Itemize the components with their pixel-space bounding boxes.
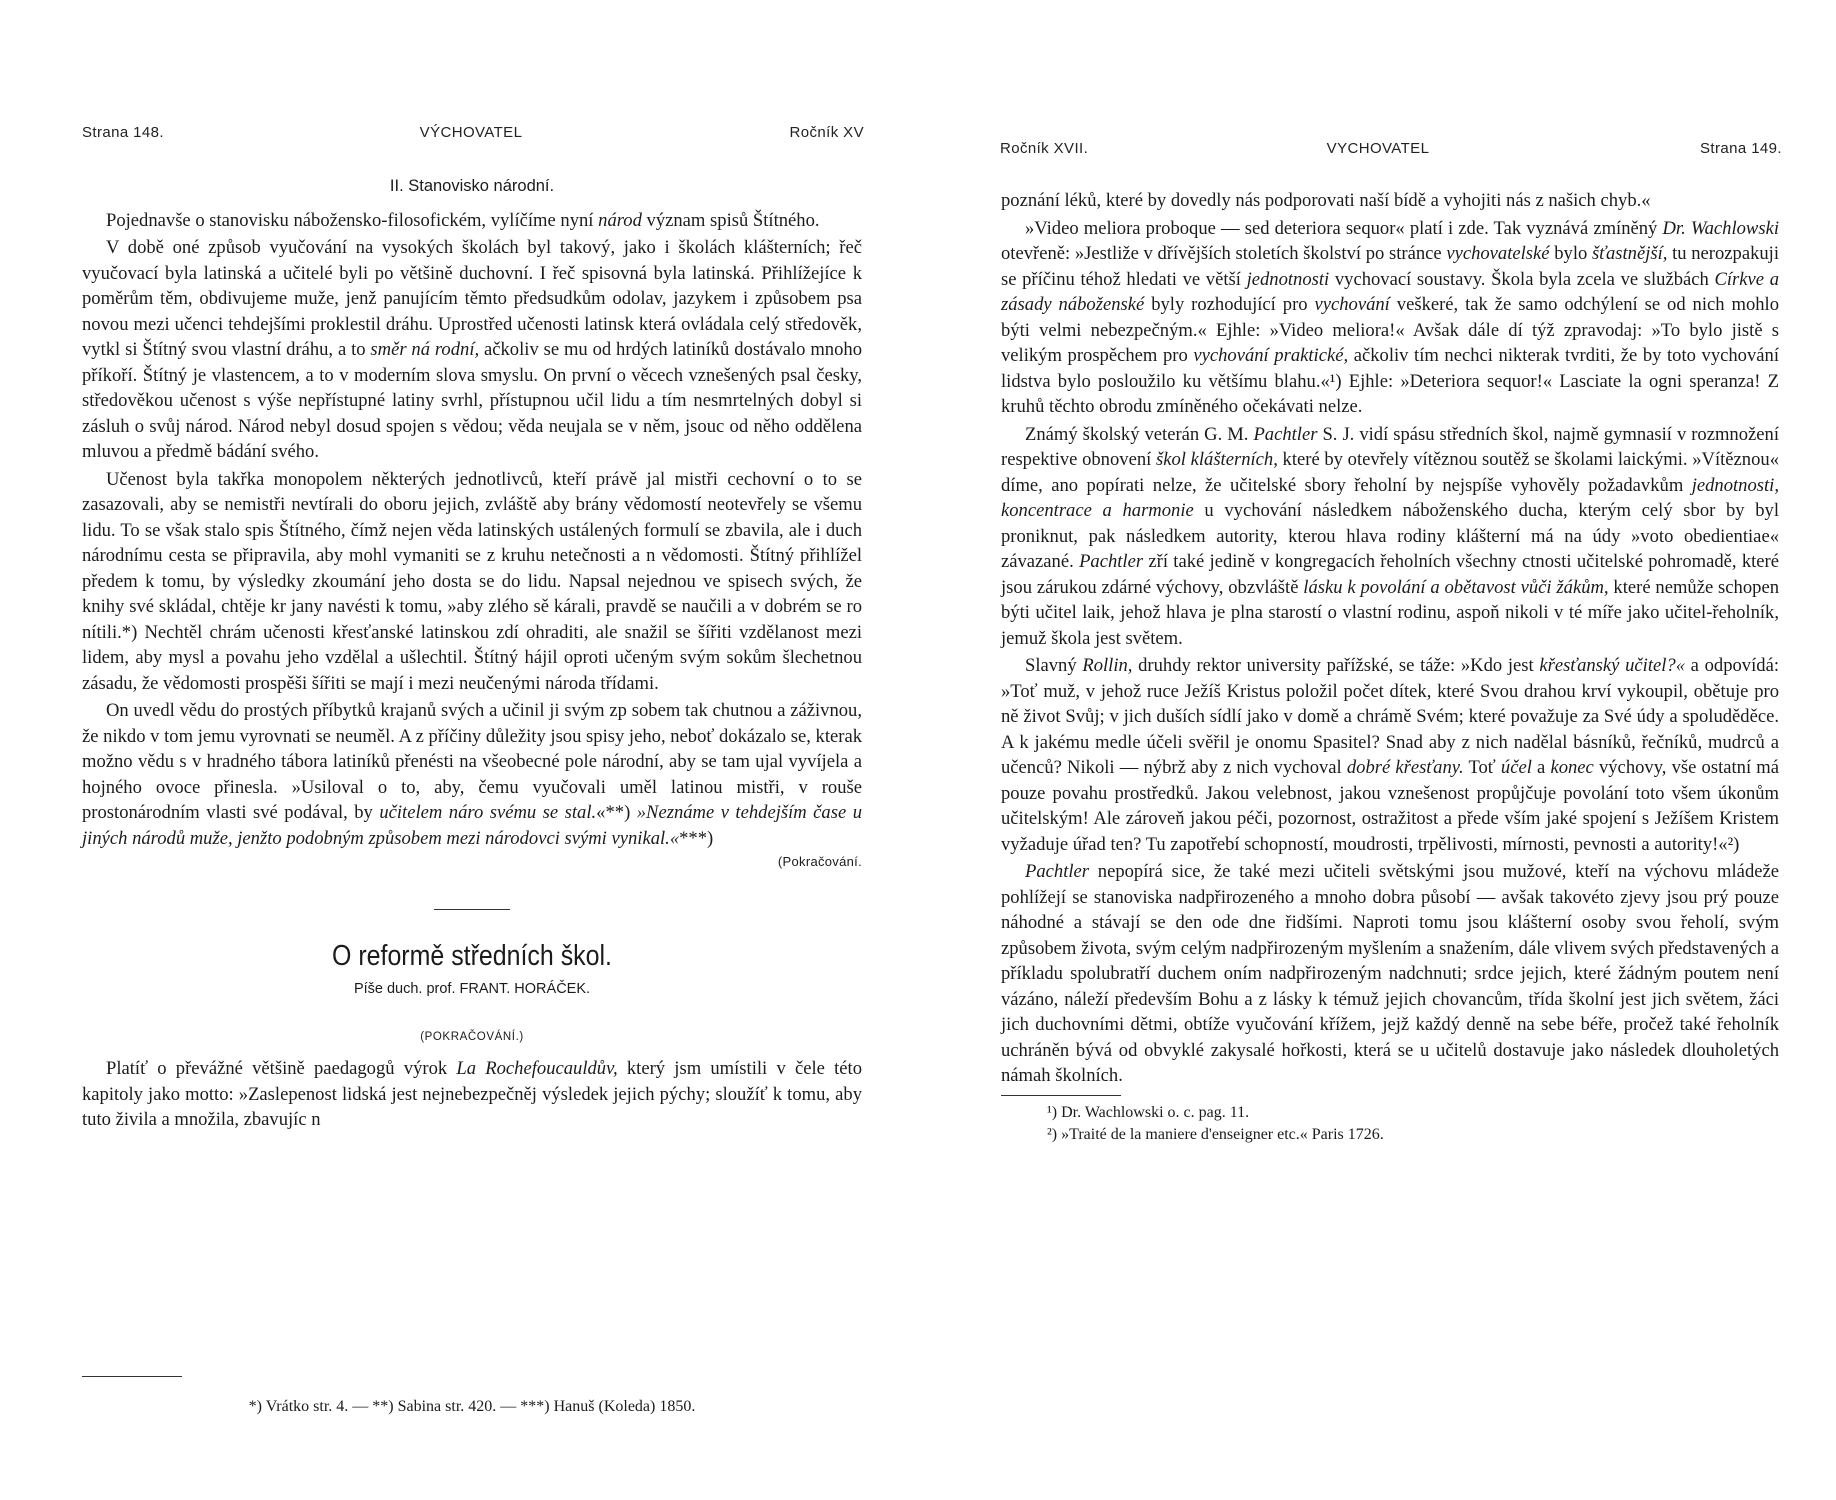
paragraph: V době oné způsob vyučování na vysokých školách byl takový, jako i školách klášterních; řeč vyučovací byla latinská a učitelé byli po většině duchovní. I řeč spisovná byla latinská. Přihlížejíce k poměrům těm, obdivujeme muže, jenž panujícím těmto předsudkům odolav, jazykem i způsobem psa novou mezi učenci tehdejšími proklestil dráhu. Uprostřed učenosti latinsk která ovládala celý středověk, vytkl si Štítný svou vlastní dráhu, a to směr ná rodní, ačkoliv se mu od hrdých latiníků dostávalo mnoho příkoří. Štítný je vlastencem, a to v moderním slova smyslu. On první o věcech vznešených psal česky, středověkou učenost s výše nepřístupné latiny svrhl, přístupnou učil lidu a tím nesmrtelných dobyl si zásluh o svůj národ. Národ nebyl dosud spojen s vědou; věda neujala se v něm, jsouc od něho oddělena mluvou a předmě bádání svého. xyxy=(82,237,862,462)
italic-phrase: dobré křesťany. xyxy=(1346,757,1464,778)
article-separator xyxy=(434,909,510,910)
footnote: ¹) Dr. Wachlowski o. c. pag. 11. xyxy=(1047,1103,1250,1121)
right-column xyxy=(1001,188,1779,1146)
left-page xyxy=(0,0,880,1500)
italic-phrase: účel xyxy=(1500,757,1532,778)
continuation-label: (POKRAČOVÁNÍ.) xyxy=(420,1030,524,1043)
italic-phrase: lásku k povolání a obětavost vůči žákům, xyxy=(1303,576,1609,598)
right-page xyxy=(960,0,1836,1500)
italic-phrase: škol klášterních, xyxy=(1155,449,1278,470)
left-volume: Ročník XV xyxy=(789,124,864,141)
italic-phrase: vychovatelské xyxy=(1446,243,1550,264)
italic-phrase: křesťanský učitel?« xyxy=(1539,655,1685,676)
italic-phrase: šťastnější, xyxy=(1591,243,1668,264)
paragraph: On uvedl vědu do prostých příbytků krajanů svých a učinil ji svým zp sobem tak chutnou a záživnou, že nikdo v tom jemu vyrovnati se neuměl. A z příčiny důležity jsou spisy jeho, neboť dokázalo se, kterak možno vědu s v hradného tábora latiníků přenésti na všeobecné pole národní, aby se tam ujal vyvíjela a hojného ovoce přinesla. »Usiloval o to, aby, čemu vyučovali uměl latinou mistři, v rouše prostonárodním vlasti své podával, by učitelem náro svému se stal.«**) »Neznáme v tehdejším čase u jiných národů muže, jenžto podobným způsobem mezi národovci svými vynikal.«***) xyxy=(82,700,862,849)
italic-phrase: Rollin, xyxy=(1082,655,1133,676)
left-column xyxy=(82,174,862,1135)
paragraph: poznání léků, které by dovedly nás podporovati naší bídě a vyhojiti nás z našich chyb.« xyxy=(1001,190,1651,211)
italic-phrase: La Rochefoucauldův, xyxy=(456,1058,618,1079)
paragraph: Slavný Rollin, druhdy rektor university pařížské, se táže: »Kdo jest křesťanský učitel?« a odpovídá: »Toť muž, v jehož ruce Ježíš Kristus položil počet dítek, které Svou drahou krví vykoupil, obětuje pro ně život Svůj; v jich duších sídlí jako v domě a chrámě Svém; které považuje za Své údy a spoluděděce. A k jakému medle účeli svěřil je onomu Spasitel? Snad aby z nich nadělal básníků, řečníků, mudrců a učenců? Nikoli — nýbrž aby z nich vychoval dobré křesťany. Toť účel a konec výchovy, vše ostatní má pouze povahu prostředků. Jakou velebnost, jakou vznešenost propůjčuje povolání toto všem úkonům učitelským! Ale zároveň jakou péči, pozornost, ostražitost a přede vším jaké spojení s Ježíšem Kristem vyžaduje úřad ten? Tu zapotřebí schopností, moudrosti, trpělivosti, mírnosti, pevnosti a autority!«²) xyxy=(1001,655,1779,855)
paragraph: Pojednavše o stanovisku nábožensko-filosofickém, vylíčíme nyní národ význam spisů Štítného. xyxy=(106,209,820,231)
article-title: O reformě středních škol. xyxy=(332,939,612,972)
italic-phrase: jednotnosti xyxy=(1246,268,1330,290)
paragraph: Pachtler nepopírá sice, že také mezi učiteli světskými jsou mužové, kteří na výchovu mládeže pohlížejí se stanoviska nadpřirozeného a mnoho dobra působí — avšak takovéto zjevy jsou prý pouze náhodné a stávají se den ode dne řidšími. Naproti tomu jsou klášterní osoby svou řeholí, svým způsobem života, svým celým nadpřirozeným myšlením a snažením, dále vlivem svých představených a příkladu spolubratří duchem oním nadpřirozeným nadchnuti; srdce jejich, které žádným poutem není vázáno, náleží především Bohu a z lásky k témuž jejich chovancům, třída školní jest jich světem, žáci jich duchovními dětmi, obtíže vyučování křížem, jejž každý denně na sebe béře, pročež také řeholník uchráněn bývá od obvyklé zakysalé hořkosti, která se u učitelů dostavuje jako následek dlouholetých námah školních. xyxy=(1001,861,1779,1086)
article-byline: Píše duch. prof. FRANT. HORÁČEK. xyxy=(353,981,591,997)
section-heading: II. Stanovisko národní. xyxy=(389,177,555,195)
italic-phrase: vychování praktické, xyxy=(1193,345,1349,366)
italic-phrase: »Neznáme v tehdejším čase u jiných národů muže, jenžto podobným způsobem mezi národovci svými vynikal.« xyxy=(82,802,862,849)
italic-phrase: Pachtler xyxy=(1079,551,1144,572)
italic-phrase: vychování xyxy=(1314,294,1390,315)
paragraph: Známý školský veterán G. M. Pachtler S. J. vidí spásu středních škol, najmě gymnasií v rozmnožení respektive obnovení škol klášterních, které by otevřely vítěznou soutěž se školami laickými. »Vítěznou« díme, ano popírati nelze, že učitelské sbory řeholní by nejspíše vyhověly požadavkům jednotnosti, koncentrace a harmonie u vychování následkem náboženského ducha, kterým celý sbor by byl proniknut, pak následkem autority, kterou hlava rodiny klášterní má na údy »voto obedientiae« závazané. Pachtler zří také jedině v kongregacích řeholních všechny ctnosti učitelské pohromadě, které jsou zárukou zdárné výchovy, obzvláště lásku k povolání a obětavost vůči žákům, které nemůže schopen býti učitel laik, jehož hlava je plna starostí o vlastní rodinu, aspoň nikoli v té míře jako učitel-řeholník, jemuž škola jest světem. xyxy=(1001,423,1779,649)
italic-phrase: Pachtler xyxy=(1025,861,1090,882)
left-footnotes: *) Vrátko str. 4. — **) Sabina str. 420. — ***) Hanuš (Koleda) 1850. xyxy=(248,1398,696,1415)
right-page-number: Strana 149. xyxy=(1700,140,1782,157)
italic-phrase: jednotnosti, koncentrace a harmonie xyxy=(1001,474,1779,521)
footnote-rule xyxy=(82,1376,182,1377)
left-paragraphs xyxy=(82,208,862,852)
article-paragraph: Platíť o převážné většině paedagogů výrok La Rochefoucauldův, který jsm umístili v čele této kapitoly jako motto: »Zaslepenost lidská jest nejnebezpečněj výsledek jejich pýchy; sloužíť k tomu, aby tuto živila a množila, zbavujíc n xyxy=(82,1058,863,1130)
footnote-rule xyxy=(1001,1095,1121,1096)
italic-phrase: Církve a zásady náboženské xyxy=(1001,268,1779,315)
right-volume: Ročník XVII. xyxy=(1000,140,1089,157)
paragraph: »Video meliora proboque — sed deteriora sequor« platí i zde. Tak vyznává zmíněný Dr. Wachlowski otevřeně: »Jestliže v dřívějších stoletích školství po stránce vychovatelské bylo šťastnější, tu nerozpakuji se příčinu téhož hledati ve větší jednotnosti vychovací soustavy. Škola byla zcela ve službách Církve a zásady náboženské byly rozhodující pro vychování veškeré, tak že samo odchýlení se od nich mohlo býti velmi nebezpečným.« Ejhle: »Video meliora!« Avšak dále dí týž zpravodaj: »To bylo jistě s velikým prospěchem pro vychování praktické, ačkoliv tím nechci nikterak tvrditi, že by toto vychování lidstva bylo posloužilo ku většímu blahu.«¹) Ejhle: »Deteriora sequor!« Lasciate la ogni speranza! Z kruhů těchto obrodu zmíněného očekávati nelze. xyxy=(1001,217,1780,417)
left-page-number: Strana 148. xyxy=(82,124,164,141)
italic-phrase: Pachtler xyxy=(1253,423,1318,445)
right-paragraphs xyxy=(1001,188,1779,1089)
italic-phrase: Dr. Wachlowski xyxy=(1662,217,1779,239)
italic-phrase: učitelem náro svému se stal. xyxy=(379,802,597,823)
italic-phrase: konec xyxy=(1550,757,1594,778)
right-journal-title: VYCHOVATEL xyxy=(1326,140,1430,157)
continued-note: (Pokračování. xyxy=(777,854,862,869)
italic-phrase: národ xyxy=(598,209,642,231)
paragraph: Učenost byla takřka monopolem některých jednotlivců, kteří právě jal mistři cechovní o to se zasazovali, aby se nemistři nevtírali do oboru jejich, zvláště aby brány vědomostí neotevřely se všemu lidu. To se však stalo spis Štítného, čímž nejen věda latinských ustálených formulí se zbavila, ale i duch národnímu cesta se připravila, aby mohl vymaniti se z kruhu netečnosti a n vědomosti. Štítný přihlížel předem k tomu, by výsledky zkoumání jeho dosta se do lidu. Napsal nejednou ve spisech svých, že knihy své skládal, chtěje kr jany navésti k tomu, »aby zlého sě kárali, pravdě se naučili a v dobrém se ro nítili.*) Nechtěl chrám učenosti křesťanské latinskou zdí ohraditi, ale snažil se šířiti vzdělanost mezi lidem, aby mysl a povahu jeho vzdělal a ušlechtil. Štítný hájil oproti učeným svým sokům šlechetnou zásadu, že vědomosti prospěši šířiti se mají i mezi neučenými národa třídami. xyxy=(82,468,862,694)
right-footnotes xyxy=(1001,1102,1779,1146)
footnote: ²) »Traité de la maniere d'enseigner etc.« Paris 1726. xyxy=(1047,1125,1384,1143)
italic-phrase: směr ná rodní, xyxy=(370,339,480,360)
left-journal-title: VÝCHOVATEL xyxy=(419,124,523,141)
